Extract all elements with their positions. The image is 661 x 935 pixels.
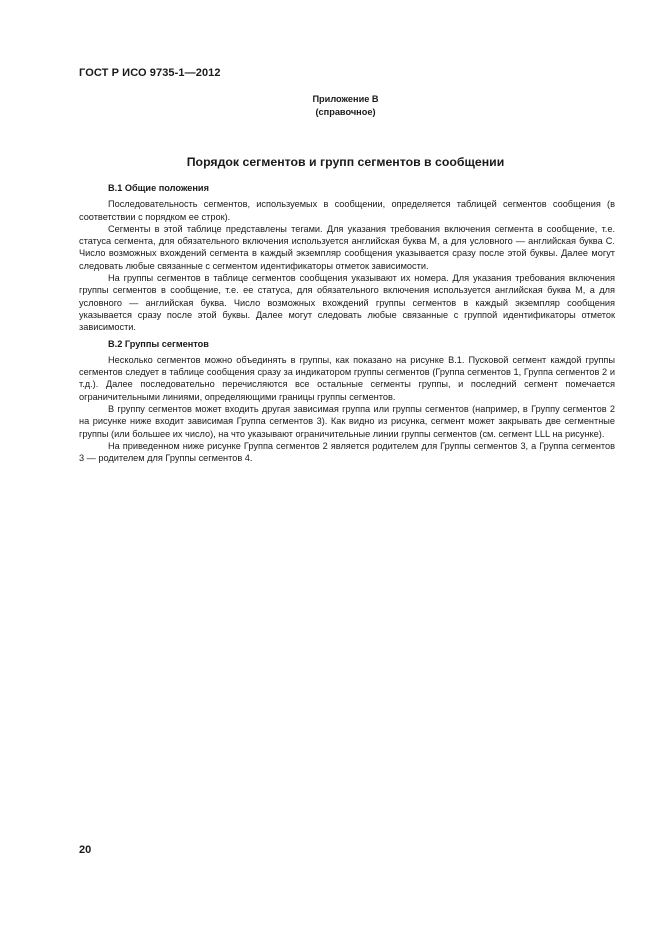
page-number: 20	[79, 844, 92, 856]
paragraph: В группу сегментов может входить другая зависимая группа или группы сегментов (например, в Группу сегментов 2 на рисунке ниже входит зависимая Группа сегментов 3). Как видно из рисунка, сегмент может закрывать две сегментные группы (или большее их число), на что указывают ограничительные линии группы сегментов (см. сегмент LLL на рисунке).	[79, 404, 615, 439]
paragraph: На группы сегментов в таблице сегментов сообщения указывают их номера. Для указания требования включения группы сегментов в сообщение, т.е. ее статуса, для обязательного включения используется английская буква М, а для условного — английская буква. Число возможных вхождений группы сегментов в каждый экземпляр сообщения указывается сразу после этой буквы. Далее могут следовать любые связанные с группой идентификаторы отметок зависимости.	[79, 273, 615, 333]
document-id: ГОСТ Р ИСО 9735-1—2012	[79, 67, 221, 79]
annex-title: Порядок сегментов и групп сегментов в сообщении	[186, 155, 505, 169]
annex-heading	[0, 93, 661, 119]
paragraph: Последовательность сегментов, используемых в сообщении, определяется таблицей сегментов сообщения (в соответствии с порядком ее строк).	[79, 199, 615, 222]
annex-label: Приложение В	[312, 94, 379, 104]
section-b2	[79, 338, 615, 465]
paragraph: Несколько сегментов можно объединять в группы, как показано на рисунке В.1. Пусковой сегмент каждой группы сегментов следует в таблице сообщения сразу за индикатором группы сегментов (Группа сегментов 1, Группа сегментов 2 и т.д.). Далее последовательно перечисляются все остальные сегменты группы, и последний сегмент помечается ограничительными линиями, определяющими границы группы сегментов.	[79, 354, 615, 402]
section-heading: В.2 Группы сегментов	[108, 338, 209, 349]
section-heading: В.1 Общие положения	[108, 183, 209, 193]
document-body	[79, 182, 615, 465]
paragraph: На приведенном ниже рисунке Группа сегментов 2 является родителем для Группы сегментов 3, а Группа сегментов 3 — родителем для Группы сегментов 4.	[79, 440, 615, 464]
annex-type: (справочное)	[315, 107, 376, 117]
paragraph: Сегменты в этой таблице представлены тегами. Для указания требования включения сегмента в сообщение, т.е. статуса сегмента, для обязательного включения используется английская буква М, а для условного — английская буква С. Число возможных вхождений сегмента в каждый экземпляр сообщения указывается сразу после этой буквы. Далее могут следовать любые связанные с сегментом идентификаторы отметок зависимости.	[79, 223, 615, 271]
section-b1	[79, 182, 615, 334]
